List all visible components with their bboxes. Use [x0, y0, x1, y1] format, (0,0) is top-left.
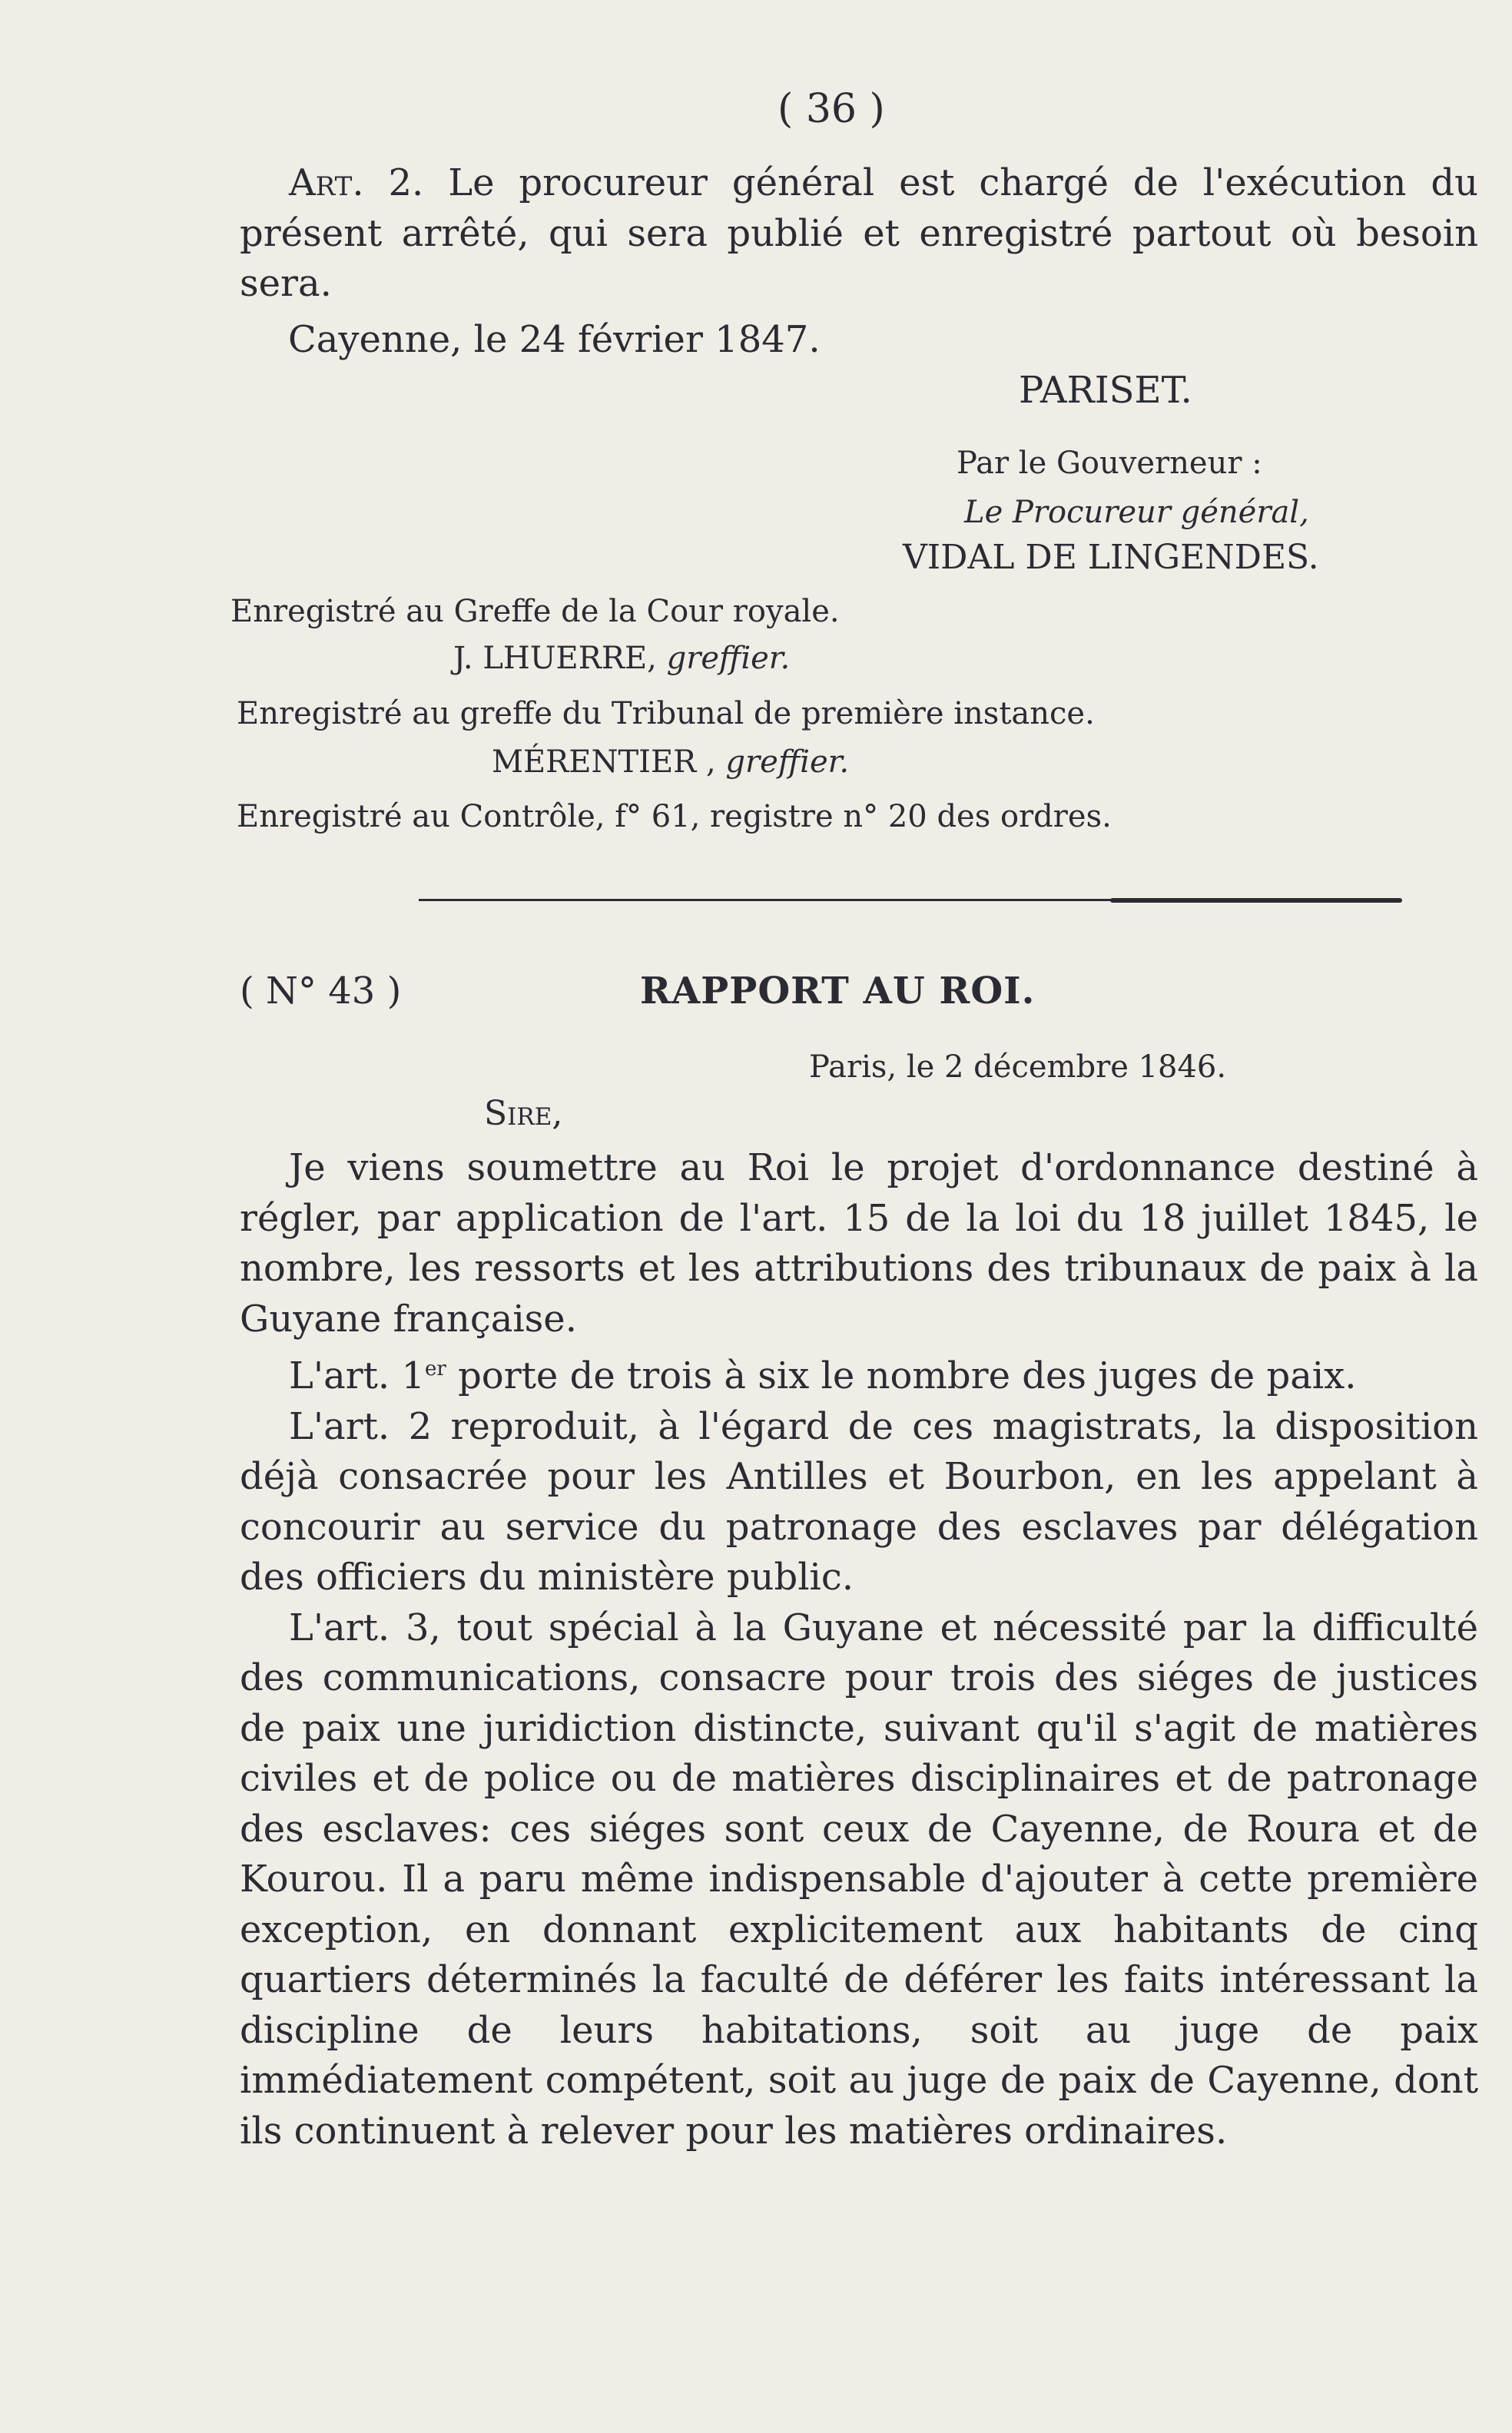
clerk-role: greffier.	[725, 744, 850, 780]
paragraph-4: L'art. 3, tout spécial à la Guyane et nécessité par la difficulté des communications, consacre pour trois des siéges de justices de paix une juridiction distincte, suivant qu'il s'agit de matières civiles et de police ou de matières disciplinaires et de patronage des esclaves: ces siéges sont ceux de Cayenne, de Roura et de Kourou. Il a paru même indispensable d'ajouter à cette première exception, en donnant explicitement aux habitants de cinq quartiers déterminés la faculté de déférer les faits intéressant la discipline de leurs habitations, soit au juge de paix immédiatement compétent, soit au juge de paix de Cayenne, dont ils continuent à relever pour les matières ordinaires.	[240, 1606, 1478, 2153]
prosecutor-title: Le Procureur général,	[964, 495, 1309, 530]
paragraph-2	[240, 1344, 1478, 1402]
document-date: Paris, le 2 décembre 1846.	[809, 1049, 1227, 1085]
registration-tribunal-clerk	[492, 744, 849, 780]
by-governor: Par le Gouverneur :	[957, 446, 1262, 481]
governor-signature: PARISET.	[1019, 369, 1192, 412]
salutation: Sire,	[484, 1094, 563, 1133]
separator-rule	[419, 899, 1270, 901]
report-body	[240, 1143, 1478, 2156]
article-text: Le procureur général est chargé de l'exécution du présent arrêté, qui sera publié et enregistré partout où besoin sera.	[240, 161, 1478, 305]
paragraph-3: L'art. 2 reproduit, à l'égard de ces magistrats, la disposition déjà consacrée pour les Antilles et Bourbon, en les appelant à concourir au service du patronage des esclaves par délégation des officiers du ministère public.	[240, 1404, 1478, 1599]
registration-tribunal: Enregistré au greffe du Tribunal de première instance.	[237, 696, 1095, 731]
article-2	[240, 158, 1478, 310]
clerk-role: greffier.	[666, 641, 791, 676]
clerk-name: J. LHUERRE,	[453, 641, 657, 676]
registration-control: Enregistré au Contrôle, f° 61, registre n° 20 des ordres.	[237, 799, 1112, 834]
document-number: ( N° 43 )	[240, 970, 402, 1013]
registration-court: Enregistré au Greffe de la Cour royale.	[230, 594, 840, 629]
paragraph-2-end: porte de trois à six le nombre des juges de paix.	[446, 1354, 1357, 1397]
paragraph-1: Je viens soumettre au Roi le projet d'ordonnance destiné à régler, par application de l'art. 15 de la loi du 18 juillet 1845, le nombre, les ressorts et les attributions des tribunaux de paix à la Guyane française.	[240, 1146, 1478, 1341]
superscript: er	[424, 1357, 446, 1381]
article-label: Art. 2.	[289, 161, 424, 204]
document-title: RAPPORT AU ROI.	[640, 970, 1036, 1013]
date-line: Cayenne, le 24 février 1847.	[288, 318, 821, 361]
separator-rule-thick	[1110, 898, 1402, 903]
paragraph-2-start: L'art. 1	[289, 1354, 425, 1397]
registration-court-clerk	[453, 641, 790, 676]
clerk-name: MÉRENTIER ,	[492, 744, 716, 780]
page-number: ( 36 )	[778, 86, 885, 132]
prosecutor-name: VIDAL DE LINGENDES.	[903, 538, 1319, 577]
